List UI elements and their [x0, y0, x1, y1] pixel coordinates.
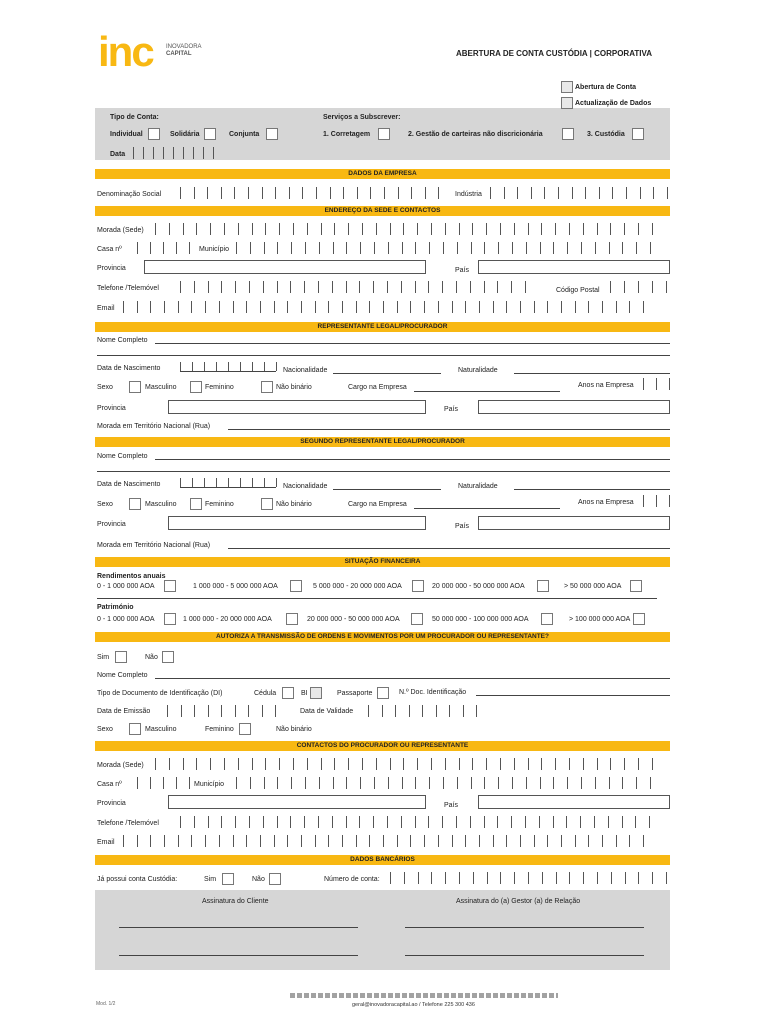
casa-label: Casa nº [97, 246, 122, 253]
n-doc-field[interactable] [476, 695, 670, 696]
rendimentos-label: Rendimentos anuais [97, 573, 166, 580]
rep1-morada-field[interactable] [228, 429, 670, 430]
rep1-nome-label: Nome Completo [97, 337, 148, 344]
rep1-pais-label: País [444, 406, 459, 413]
logo-brand2: CAPITAL [166, 51, 192, 57]
telefone-field[interactable] [180, 281, 526, 293]
rep1-naturalidade-field[interactable] [514, 373, 670, 374]
signature-gestor-line1[interactable] [405, 927, 644, 928]
form-title: ABERTURA DE CONTA CUSTÓDIA | CORPORATIVA [456, 49, 653, 58]
rend-opt1-checkbox[interactable] [164, 580, 176, 592]
denominacao-label: Denominação Social [97, 191, 162, 198]
rep1-cargo-label: Cargo na Empresa [348, 384, 407, 391]
rep2-feminino-checkbox[interactable] [190, 498, 202, 510]
rep2-sexo-label: Sexo [97, 501, 113, 508]
update-data-checkbox[interactable] [561, 97, 573, 109]
logo-mark: inc [98, 28, 153, 75]
pais-field[interactable] [478, 260, 670, 274]
pat-opt4-checkbox[interactable] [541, 613, 553, 625]
proc-casa-label: Casa nº [97, 781, 122, 788]
casa-field[interactable] [137, 242, 190, 254]
rep1-masculino-label: Masculino [145, 384, 177, 391]
cedula-label: Cédula [254, 690, 277, 697]
rep1-provincia-field[interactable] [168, 400, 426, 414]
rep2-nao-binario-label: Não binário [276, 501, 312, 508]
numero-label: Número de conta: [324, 876, 380, 883]
services-label: Serviços a Subscrever: [323, 114, 401, 121]
rep2-nao-binario-checkbox[interactable] [261, 498, 273, 510]
rep1-feminino-checkbox[interactable] [190, 381, 202, 393]
rep2-masculino-checkbox[interactable] [129, 498, 141, 510]
rep1-provincia-label: Provincia [97, 405, 126, 412]
emissao-field[interactable] [167, 705, 276, 717]
rep1-naturalidade-label: Naturalidade [458, 367, 498, 374]
rep2-nacionalidade-label: Nacionalidade [283, 483, 328, 490]
rep1-cargo-field[interactable] [414, 391, 560, 392]
pat-opt3-label: 20 000 000 - 50 000 000 AOA [307, 616, 400, 623]
rep1-nacionalidade-label: Nacionalidade [283, 367, 328, 374]
mod-label: Mod. 1/2 [96, 1001, 116, 1007]
codigo-postal-label: Código Postal [556, 287, 600, 294]
gestao-label: 2. Gestão de carteiras não discricionária [408, 131, 543, 138]
bank-sim-label: Sim [204, 876, 217, 883]
industria-label: Indústria [455, 191, 482, 198]
pat-opt1-label: 0 - 1 000 000 AOA [97, 616, 155, 623]
auth-sexo-label: Sexo [97, 726, 113, 733]
bank-nao-checkbox[interactable] [269, 873, 281, 885]
signature-panel [95, 890, 670, 970]
rend-opt4-checkbox[interactable] [537, 580, 549, 592]
rep2-anos-label: Anos na Empresa [578, 499, 634, 506]
rep2-nacionalidade-field[interactable] [333, 489, 441, 490]
rend-opt3-checkbox[interactable] [412, 580, 424, 592]
proc-provincia-field[interactable] [168, 795, 426, 809]
footer-address-blur [290, 993, 558, 998]
rep1-sexo-label: Sexo [97, 384, 113, 391]
rep2-morada-label: Morada em Território Nacional (Rua) [97, 542, 211, 549]
logo-brand: INOVADORA [166, 44, 202, 50]
rep2-nome-line2[interactable] [97, 471, 670, 472]
auth-sim-label: Sim [97, 654, 110, 661]
date-label: Data [110, 151, 126, 158]
possui-label: Já possui conta Custódia: [97, 876, 178, 883]
pat-opt1-checkbox[interactable] [164, 613, 176, 625]
rend-opt3-label: 5 000 000 - 20 000 000 AOA [313, 583, 402, 590]
bi-label: BI [301, 690, 308, 697]
auth-feminino-label: Feminino [205, 726, 234, 733]
morada-label: Morada (Sede) [97, 227, 144, 234]
rep2-anos-field[interactable] [643, 495, 670, 507]
rep2-nascimento-label: Data de Nascimento [97, 481, 161, 488]
rend-opt5-label: > 50 000 000 AOA [564, 583, 622, 590]
cedula-checkbox[interactable] [282, 687, 294, 699]
rep2-naturalidade-field[interactable] [514, 489, 670, 490]
auth-section-bar: AUTORIZA A TRANSMISSÃO DE ORDENS E MOVIMENTOS POR UM PROCURADOR OU REPRESENTANTE? [95, 632, 670, 642]
proc-telefone-field[interactable] [180, 816, 650, 828]
emissao-label: Data de Emissão [97, 708, 151, 715]
rep1-nome-field[interactable] [155, 343, 670, 344]
rep2-masculino-label: Masculino [145, 501, 177, 508]
signature-gestor-label: Assinatura do (a) Gestor (a) de Relação [456, 898, 581, 905]
signature-cliente-line1[interactable] [119, 927, 358, 928]
auth-masculino-label: Masculino [145, 726, 177, 733]
bank-section-bar: DADOS BANCÁRIOS [95, 855, 670, 865]
address-section-bar: ENDEREÇO DA SEDE E CONTACTOS [95, 206, 670, 216]
proc-telefone-label: Telefone /Telemóvel [97, 820, 159, 827]
proc-casa-field[interactable] [137, 777, 190, 789]
rep1-nascimento-base [180, 371, 276, 372]
gestao-checkbox[interactable] [562, 128, 574, 140]
rend-opt2-label: 1 000 000 - 5 000 000 AOA [193, 583, 278, 590]
company-section-bar: DADOS DA EMPRESA [95, 169, 670, 179]
proc-provincia-label: Provincia [97, 800, 126, 807]
provincia-label: Provincia [97, 265, 126, 272]
email-field[interactable] [123, 301, 644, 313]
rep2-provincia-label: Provincia [97, 521, 126, 528]
proc-morada-label: Morada (Sede) [97, 762, 144, 769]
logo [98, 28, 228, 76]
passaporte-checkbox[interactable] [377, 687, 389, 699]
individual-label: Individual [110, 131, 143, 138]
rep2-provincia-field[interactable] [168, 516, 426, 530]
numero-field[interactable] [390, 872, 667, 884]
footer-contact: geral@inovadoracapital.ao / Telefone 225 300 436 [352, 1002, 475, 1008]
passaporte-label: Passaporte [337, 690, 373, 697]
proc-contacts-section-bar: CONTACTOS DO PROCURADOR OU REPRESENTANTE [95, 741, 670, 751]
rep2-morada-field[interactable] [228, 548, 670, 549]
bank-nao-label: Não [252, 876, 265, 883]
update-data-label: Actualização de Dados [575, 100, 652, 107]
conjunta-checkbox[interactable] [266, 128, 278, 140]
open-account-label: Abertura de Conta [575, 84, 637, 91]
morada-field[interactable] [155, 223, 653, 235]
patrimonio-label: Património [97, 604, 134, 611]
rep1-section-bar: REPRESENTANTE LEGAL/PROCURADOR [95, 322, 670, 332]
proc-morada-field[interactable] [155, 758, 653, 770]
rep2-nome-label: Nome Completo [97, 453, 148, 460]
rep2-cargo-field[interactable] [414, 508, 560, 509]
proc-municipio-field[interactable] [236, 777, 651, 789]
rep1-anos-label: Anos na Empresa [578, 382, 634, 389]
individual-checkbox[interactable] [148, 128, 160, 140]
auth-nao-checkbox[interactable] [162, 651, 174, 663]
rep2-pais-label: País [455, 523, 470, 530]
rep2-feminino-label: Feminino [205, 501, 234, 508]
auth-masculino-checkbox[interactable] [129, 723, 141, 735]
pais-label: País [455, 267, 470, 274]
provincia-field[interactable] [144, 260, 426, 274]
account-type-label: Tipo de Conta: [110, 114, 159, 121]
rep2-naturalidade-label: Naturalidade [458, 483, 498, 490]
rep1-anos-field[interactable] [643, 378, 670, 390]
telefone-label: Telefone /Telemóvel [97, 285, 159, 292]
industria-field[interactable] [490, 187, 668, 199]
rep2-cargo-label: Cargo na Empresa [348, 501, 407, 508]
bi-checkbox[interactable] [310, 687, 322, 699]
pat-opt2-label: 1 000 000 - 20 000 000 AOA [183, 616, 272, 623]
signature-cliente-label: Assinatura do Cliente [202, 898, 269, 905]
finance-divider [97, 598, 657, 599]
auth-nome-label: Nome Completo [97, 672, 148, 679]
signature-cliente-line2[interactable] [119, 955, 358, 956]
tipo-doc-label: Tipo de Documento de Identificação (DI) [97, 690, 223, 697]
signature-gestor-line2[interactable] [405, 955, 644, 956]
rep2-nascimento-field[interactable] [180, 478, 277, 487]
codigo-postal-field[interactable] [610, 281, 667, 293]
municipio-field[interactable] [236, 242, 651, 254]
rend-opt2-checkbox[interactable] [290, 580, 302, 592]
rep1-nome-line2[interactable] [97, 355, 670, 356]
date-field[interactable] [133, 147, 214, 159]
rep1-nacionalidade-field[interactable] [333, 373, 441, 374]
auth-sim-checkbox[interactable] [115, 651, 127, 663]
validade-label: Data de Validade [300, 708, 354, 715]
finance-section-bar: SITUAÇÃO FINANCEIRA [95, 557, 670, 567]
rep1-nascimento-field[interactable] [180, 362, 277, 371]
rend-opt4-label: 20 000 000 - 50 000 000 AOA [432, 583, 525, 590]
rend-opt5-checkbox[interactable] [630, 580, 642, 592]
bank-sim-checkbox[interactable] [222, 873, 234, 885]
auth-feminino-checkbox[interactable] [239, 723, 251, 735]
rep2-nascimento-base [180, 487, 276, 488]
auth-nao-label: Não [145, 654, 158, 661]
validade-field[interactable] [368, 705, 477, 717]
proc-pais-field[interactable] [478, 795, 670, 809]
pat-opt5-checkbox[interactable] [633, 613, 645, 625]
rep1-masculino-checkbox[interactable] [129, 381, 141, 393]
auth-nao-binario-label: Não binário [276, 726, 312, 733]
conjunta-label: Conjunta [229, 131, 260, 138]
proc-email-label: Email [97, 839, 115, 846]
open-account-checkbox[interactable] [561, 81, 573, 93]
rep1-nascimento-label: Data de Nascimento [97, 365, 161, 372]
pat-opt2-checkbox[interactable] [286, 613, 298, 625]
rep2-nome-field[interactable] [155, 459, 670, 460]
proc-email-field[interactable] [123, 835, 644, 847]
rep1-nao-binario-label: Não binário [276, 384, 312, 391]
auth-nome-field[interactable] [155, 678, 670, 679]
pat-opt4-label: 50 000 000 - 100 000 000 AOA [432, 616, 529, 623]
rep1-nao-binario-checkbox[interactable] [261, 381, 273, 393]
rep1-feminino-label: Feminino [205, 384, 234, 391]
rep2-pais-field[interactable] [478, 516, 670, 530]
custodia-label: 3. Custódia [587, 131, 625, 138]
pat-opt5-label: > 100 000 000 AOA [569, 616, 631, 623]
n-doc-label: N.º Doc. Identificação [399, 689, 467, 696]
municipio-label: Município [199, 246, 229, 253]
solidaria-label: Solidária [170, 131, 200, 138]
rend-opt1-label: 0 - 1 000 000 AOA [97, 583, 155, 590]
corretagem-checkbox[interactable] [378, 128, 390, 140]
pat-opt3-checkbox[interactable] [411, 613, 423, 625]
rep2-section-bar: SEGUNDO REPRESENTANTE LEGAL/PROCURADOR [95, 437, 670, 447]
email-label: Email [97, 305, 115, 312]
rep1-morada-label: Morada em Território Nacional (Rua) [97, 423, 211, 430]
rep1-pais-field[interactable] [478, 400, 670, 414]
proc-pais-label: País [444, 802, 459, 809]
solidaria-checkbox[interactable] [204, 128, 216, 140]
proc-municipio-label: Município [194, 781, 224, 788]
denominacao-field[interactable] [180, 187, 439, 199]
custodia-checkbox[interactable] [632, 128, 644, 140]
corretagem-label: 1. Corretagem [323, 131, 371, 138]
